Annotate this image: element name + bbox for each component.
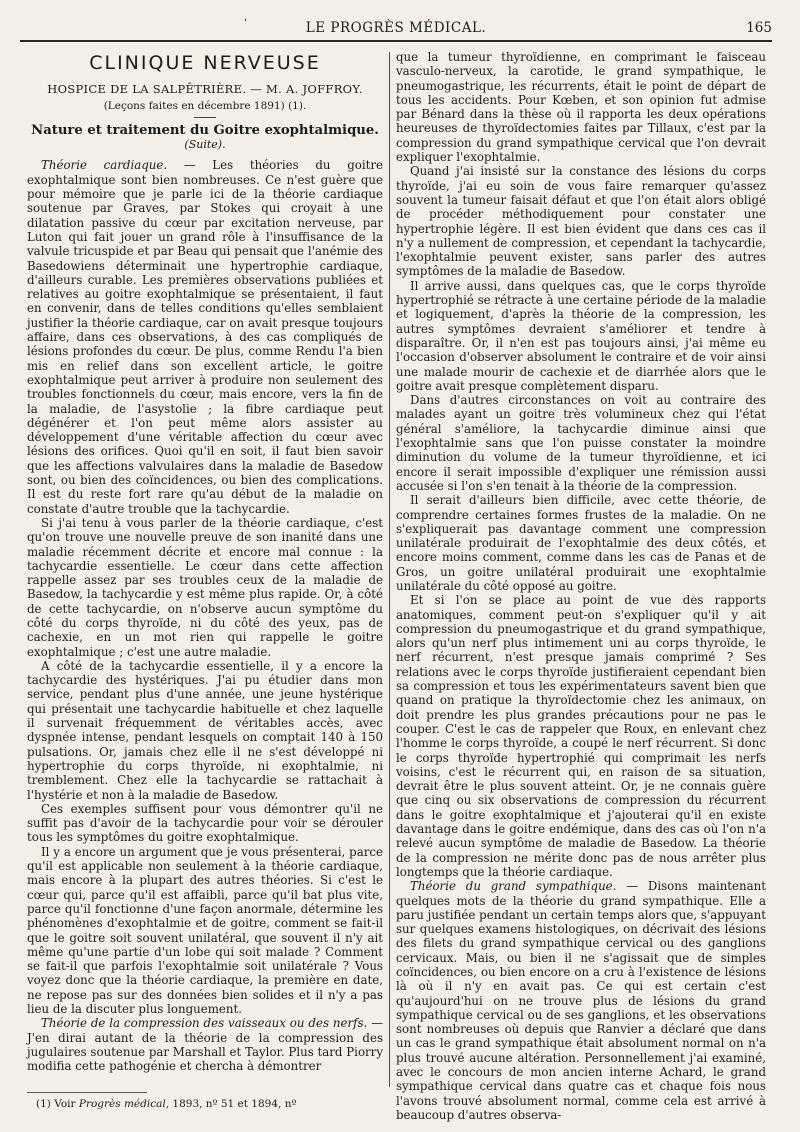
paragraph-text: que la tumeur thyroïdienne, en comprimant le faisceau vasculo-nerveux, la carotide, le grand sympathique, le pneumogastrique, les récurrents, était le point de départ de tous les accidents. Pour Kœben, et son opinion fut admise par Bénard dans la thèse où il rapporta les deux opérations heureuses de thyroïdectomies faites par Tillaux, c'est par la compression du grand sympathique cervical que l'on devrait expliquer l'exophtalmie. (396, 50, 766, 165)
page-number: 165 (746, 20, 772, 36)
paragraph (27, 1016, 383, 1073)
footnote-rule (27, 1092, 147, 1093)
paragraph-lead: Théorie cardiaque. (41, 158, 168, 173)
right-column (396, 50, 766, 1122)
paragraph (396, 393, 766, 493)
paragraph-text: Et si l'on se place au point de vue des rapports anatomiques, comment peut-on s'expliquer qu'il y ait compression du pneumogastrique et du grand sympathique, alors qu'un nerf plus intimement uni au corps thyroïde, le nerf récurrent, n'est presque jamais comprimé ? Ses relations avec le corps thyroïde justifieraient cependant bien sa compression et tous les expérimentateurs savent bien que quand on pratique la thyroïdectomie chez les animaux, on doit prendre les plus grandes précautions pour ne pas le couper. C'est le cas de rappeler que Roux, en enlevant chez l'homme le corps thyroïde, a coupé le nerf récurrent. Si donc le corps thyroïde hypertrophié qui comprimait les nerfs voisins, c'est le récurrent qui, en raison de sa situation, devrait être le plus souvent atteint. Or, je ne connais guère que cinq ou six observations de compression du récurrent dans le goitre exophtalmique et j'ajouterai qu'il en existe davantage dans le goitre endémique, dans des cas où l'on n'a relevé aucun symptôme de maladie de Basedow. La théorie de la compression ne mérite donc pas de nous arrêter plus longtemps que la théorie cardiaque. (396, 593, 766, 879)
section-title: CLINIQUE NERVEUSE (89, 52, 321, 74)
paragraph-text: Si j'ai tenu à vous parler de la théorie cardiaque, c'est qu'on trouve une nouvelle preuve de son inanité dans une maladie récemment décrite et encore mal connue : la tachycardie essentielle. Le cœur dans cette affection rappelle assez par ses troubles ceux de la maladie de Basedow, la tachycardie y est même plus rapide. Or, à côté de cette tachycardie, on n'observe aucun symptôme du côté du corps thyroïde, ni du côté des yeux, pas de cachexie, en un mot rien qui rappelle le goitre exophtalmique ; c'est une autre maladie. (27, 515, 383, 659)
article-subtitle: (Suite). (184, 138, 226, 152)
page-header (20, 18, 772, 42)
footnote-prefix: Voir (50, 1098, 79, 1110)
paragraph-text: Dans d'autres circonstances on voit au contraire des malades ayant un goitre très volumineux chez qui l'état général s'améliore, la tachycardie diminue ainsi que l'exophtalmie sans que l'on puisse constater la moindre diminution du volume de la tumeur thyroïdienne, et ici encore il serait impossible d'expliquer une rémission aussi accusée si l'on s'en tenait à la théorie de la compression. (396, 393, 766, 493)
paragraph (27, 516, 383, 659)
paragraph-text: Il y a encore un argument que je vous présenterai, parce qu'il est applicable non seulement à la théorie cardiaque, mais encore à la plupart des autres théories. Si c'est le cœur qui, parce qu'il est affaibli, parce qu'il bat plus vite, parce qu'il fonctionne d'une façon anormale, détermine les phénomènes d'exophtalmie et de goitre, comment se fait-il que le goitre soit souvent unilatéral, que souvent il n'y ait même qu'une partie d'un lobe qui soit malade ? Comment se fait-il que parfois l'exophtalmie soit unilatérale ? Vous voyez donc que la théorie cardiaque, la première en date, ne repose pas sur des données bien solides et il n'y a pas lieu de la discuter plus longuement. (27, 844, 383, 1016)
paragraph-text: — J'en dirai autant de la théorie de la compression des jugulaires soutenue par Marshall et Taylor. Plus tard Piorry modifia cette pathogénie et chercha à démontrer (27, 1016, 383, 1074)
paragraph-text: Il serait d'ailleurs bien difficile, avec cette théorie, de comprendre certaines formes frustes de la maladie. On ne s'expliquerait pas davantage comment une compression unilatérale produirait de l'exophtalmie des deux côtés, et encore moins comment, comme dans les cas de Panas et de Gros, un goitre unilatéral produirait une exophtalmie unilatérale du côté opposé au goitre. (396, 493, 766, 593)
paragraph (396, 493, 766, 593)
paragraph (396, 164, 766, 278)
paragraph-text: A côté de la tachycardie essentielle, il y a encore la tachycardie des hystériques. J'ai pu étudier dans mon service, pendant plus d'une année, une jeune hystérique qui présentait une tachycardie habituelle et chez laquelle il survenait fréquemment de véritables accès, avec dyspnée intense, pendant lesquels on comptait 140 à 150 pulsations. Or, jamais chez elle il ne s'est développé ni hypertrophie du corps thyroïde, ni exophtalmie, ni tremblement. Chez elle la tachycardie se rattachait à l'hystérie et non à la maladie de Basedow. (27, 658, 383, 802)
separator-rule (194, 117, 216, 118)
paragraph-lead: Théorie du grand sympathique. (410, 879, 617, 894)
paragraph-lead: Théorie de la compression des vaisseaux ou des nerfs. (41, 1016, 368, 1031)
paragraph-text: Quand j'ai insisté sur la constance des lésions du corps thyroïde, j'ai eu soin de vous faire remarquer qu'assez souvent la tumeur faisait défaut et que l'on était alors obligé de procéder méthodiquement pour constater une hypertrophie légère. Il est bien évident que dans ces cas il n'y a nullement de compression, et cependant la tachycardie, l'exophtalmie peuvent exister, sans parler des autres symptômes de la maladie de Basedow. (396, 164, 766, 279)
paragraph-text: Il arrive aussi, dans quelques cas, que le corps thyroïde hypertrophié se rétracte à une certaine période de la maladie et logiquement, d'après la théorie de la compression, les autres symptômes devraient s'améliorer et tendre à disparaître. Or, il n'en est pas toujours ainsi, j'ai même eu l'occasion d'observer absolument le contraire et de voir ainsi une malade mourir de cachexie et de diarrhée alors que le goitre avait presque complètement disparu. (396, 278, 766, 393)
footnote-suffix: 1893, nº 51 et 1894, nº (169, 1098, 297, 1110)
footnote-journal: Progrès médical, (78, 1098, 170, 1110)
footnote-marker: (1) (36, 1098, 51, 1110)
column-divider (389, 52, 390, 1087)
left-column (27, 50, 383, 1073)
paragraph (396, 279, 766, 393)
left-paragraphs (27, 158, 383, 1073)
paragraph (27, 845, 383, 1017)
paragraph-text: — Disons maintenant quelques mots de la théorie du grand sympathique. Elle a paru justifiée pendant un certain temps alors que, s'appuyant sur quelques examens histologiques, on décrivait des lésions des filets du grand sympathique cervical ou des ganglions cervicaux. Mais, ou bien il ne s'agissait que de simples coïncidences, ou bien encore on a cru à l'existence de lésions là où il n'y en avait pas. Ce qui est certain c'est qu'aujourd'hui on ne trouve plus de lésions du grand sympathique cervical ou de ses ganglions, et les observations sont nombreuses où depuis que Ranvier a déclaré que dans un cas le grand sympathique était absolument normal on n'a plus trouvé aucune altération. Personnellement j'ai examiné, avec le concours de mon ancien interne Achard, le grand sympathique cervical dans quatre cas et chaque fois nous l'avons trouvé absolument normal, comme cela est arrivé à beaucoup d'autres observa- (396, 879, 766, 1122)
header-tick: ' (244, 18, 247, 29)
paragraph-text: — Les théories du goitre exophtalmique sont bien nombreuses. Ce n'est guère que pour mémoire que je parle ici de la théorie cardiaque soutenue par Graves, par Stokes qui croyait à une dilatation passive du cœur par excitation nerveuse, par Luton qui fait jouer un grand rôle à l'insuffisance de la valvule tricuspide et par Beau qui pensait que l'anémie des Basedowiens déterminait une hypertrophie cardiaque, d'ailleurs curable. Les premières observations publiées et relatives au goitre exophtalmique se présentaient, il faut en convenir, dans de telles conditions qu'elles semblaient justifier la théorie cardiaque, car on avait presque toujours affaire, dans ces observations, à des cas compliqués de lésions profondes du cœur. De plus, comme Rendu l'a bien mis en relief dans son excellent article, le goitre exophtalmique peut arriver à produire non seulement des troubles fonctionnels du cœur, mais encore, vers la fin de la maladie, de l'asystolie ; la fibre cardiaque peut dégénérer et l'on peut même alors assister au développement d'une véritable affection du cœur avec lésions des orifices. Quoi qu'il en soit, il faut bien savoir que les affections valvulaires dans la maladie de Basedow sont, ou bien des coïncidences, ou bien des complications. Il est du reste fort rare qu'au début de la maladie on constate d'autre trouble que la tachycardie. (27, 158, 383, 516)
lecture-line: (Leçons faites en décembre 1891) (1). (103, 99, 307, 112)
article-title: Nature et traitement du Goitre exophtalmique. (31, 122, 379, 138)
hospital-line: HOSPICE DE LA SALPÊTRIÈRE. — M. A. JOFFROY. (47, 82, 363, 97)
paragraph (396, 879, 766, 1122)
paragraph-text: Ces exemples suffisent pour vous démontrer qu'il ne suffit pas d'avoir de la tachycardie pour voir se dérouler tous les symptômes du goitre exophtalmique. (27, 801, 383, 845)
paragraph (396, 50, 766, 164)
right-paragraphs (396, 50, 766, 1122)
paragraph (27, 802, 383, 845)
paragraph (27, 158, 383, 515)
running-title: LE PROGRÈS MÉDICAL. (305, 20, 487, 36)
paragraph (396, 593, 766, 879)
paragraph (27, 659, 383, 802)
footnote (36, 1098, 296, 1110)
